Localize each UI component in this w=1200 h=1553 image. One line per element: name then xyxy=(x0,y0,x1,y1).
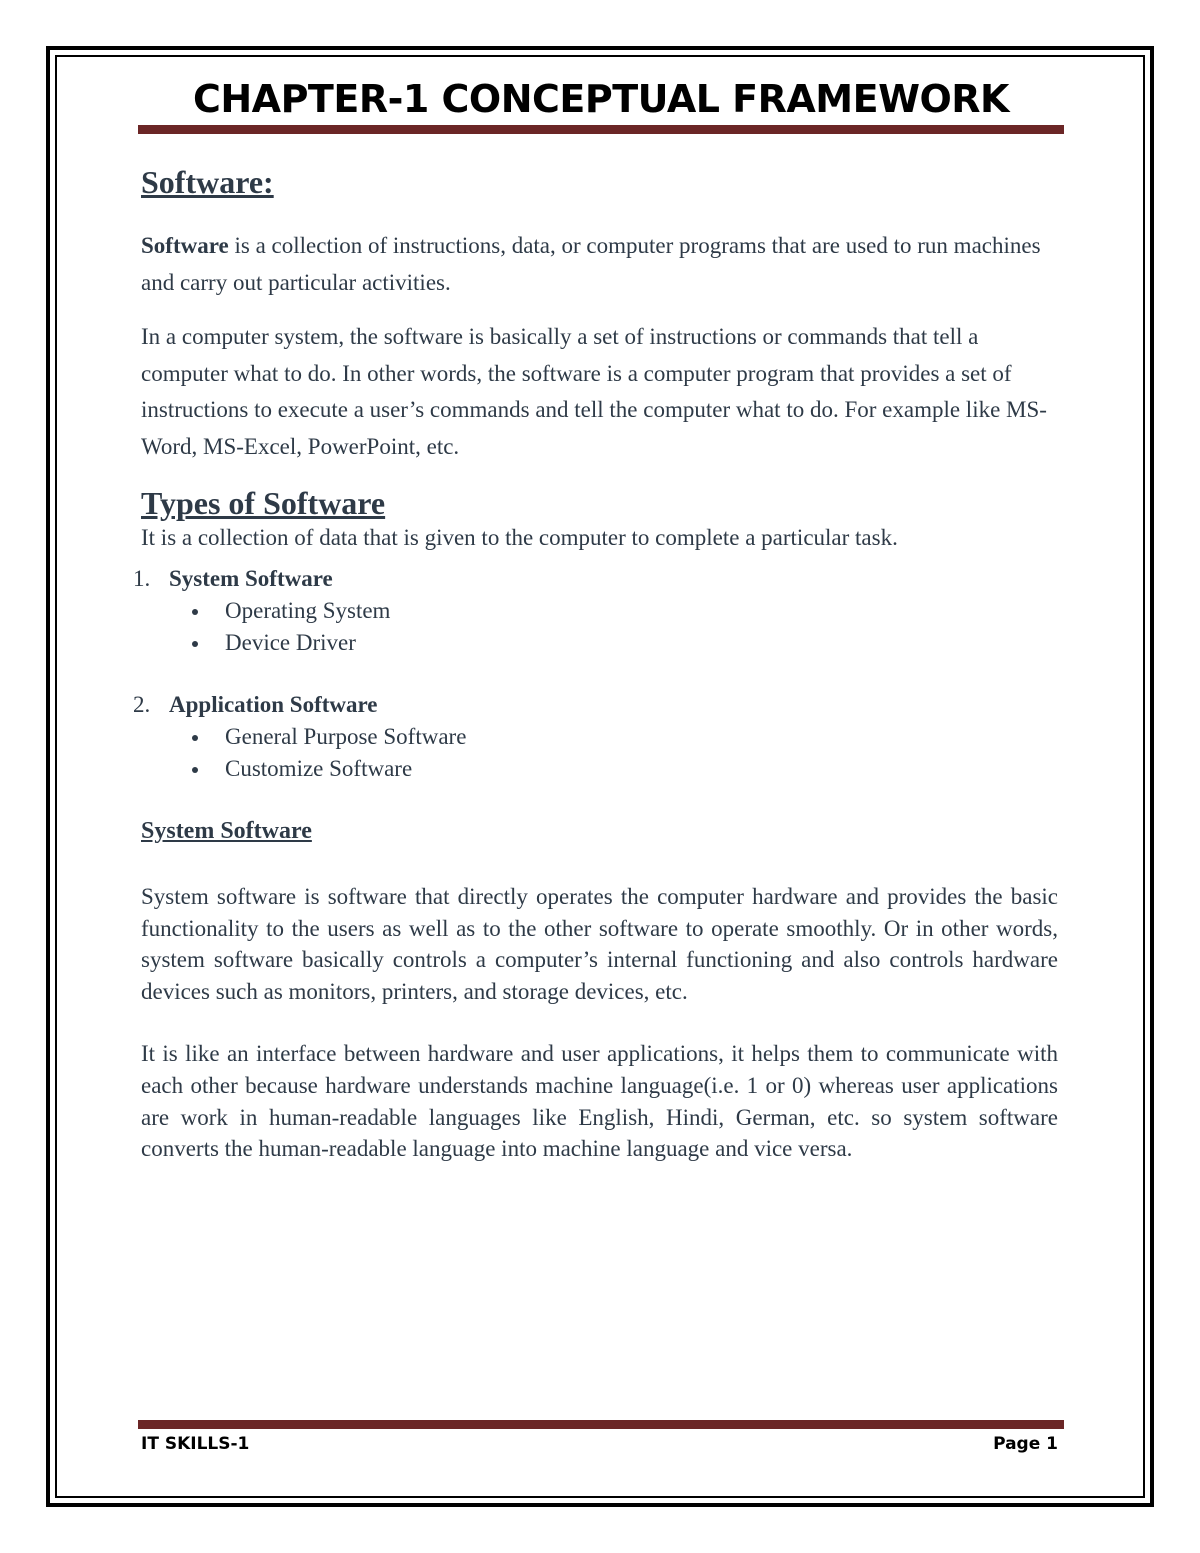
types-intro: It is a collection of data that is given to the computer to complete a particular task. xyxy=(141,525,898,550)
list-item: Device Driver xyxy=(225,627,1058,659)
category-name: System Software xyxy=(169,566,333,591)
system-software-paragraph-2: It is like an interface between hardware and user applications, it helps them to communicate with each other because hardware understands machine language(i.e. 1 or 0) whereas user applications are work in human-readable languages like English, Hindi, German, etc. so system software converts the human-readable language into machine language and vice versa. xyxy=(141,1041,1058,1162)
system-software-paragraph-1: System software is software that directly operates the computer hardware and provides the basic functionality to the users as well as to the other software to operate smoothly. Or in other words, system software basically controls a computer’s internal functioning and also controls hardware devices such as monitors, printers, and storage devices, etc. xyxy=(141,884,1058,1004)
types-heading: Types of Software xyxy=(141,485,386,521)
software-definition-text: is a collection of instructions, data, or computer programs that are used to run machines and carry out particular activities. xyxy=(141,233,1041,295)
chapter-title: CHAPTER-1 CONCEPTUAL FRAMEWORK xyxy=(192,77,1009,121)
list-item xyxy=(133,689,1058,785)
software-explanation: In a computer system, the software is basically a set of instructions or commands that tell a computer what to do. In other words, the software is a computer program that provides a set of instructions to execute a user’s commands and tell the computer what to do. For example like MS-Word, MS-Excel, PowerPoint, etc. xyxy=(141,324,1047,459)
footer-page-number: Page 1 xyxy=(993,1434,1058,1454)
page-content xyxy=(133,160,1058,1165)
software-term: Software xyxy=(141,233,229,258)
software-heading: Software: xyxy=(141,164,274,200)
types-list xyxy=(133,563,1058,785)
software-definition xyxy=(141,228,1058,301)
list-item: General Purpose Software xyxy=(225,721,1058,753)
title-rule xyxy=(138,125,1064,134)
category-name: Application Software xyxy=(169,692,378,717)
list-item: Operating System xyxy=(225,595,1058,627)
footer-course: IT SKILLS-1 xyxy=(141,1434,250,1454)
sub-list xyxy=(169,721,1058,785)
sub-list xyxy=(169,595,1058,659)
system-software-heading: System Software xyxy=(141,818,312,844)
list-item xyxy=(133,563,1058,659)
list-number: 1. xyxy=(133,566,151,591)
list-number: 2. xyxy=(133,692,151,717)
list-item: Customize Software xyxy=(225,753,1058,785)
footer-rule xyxy=(138,1420,1064,1429)
